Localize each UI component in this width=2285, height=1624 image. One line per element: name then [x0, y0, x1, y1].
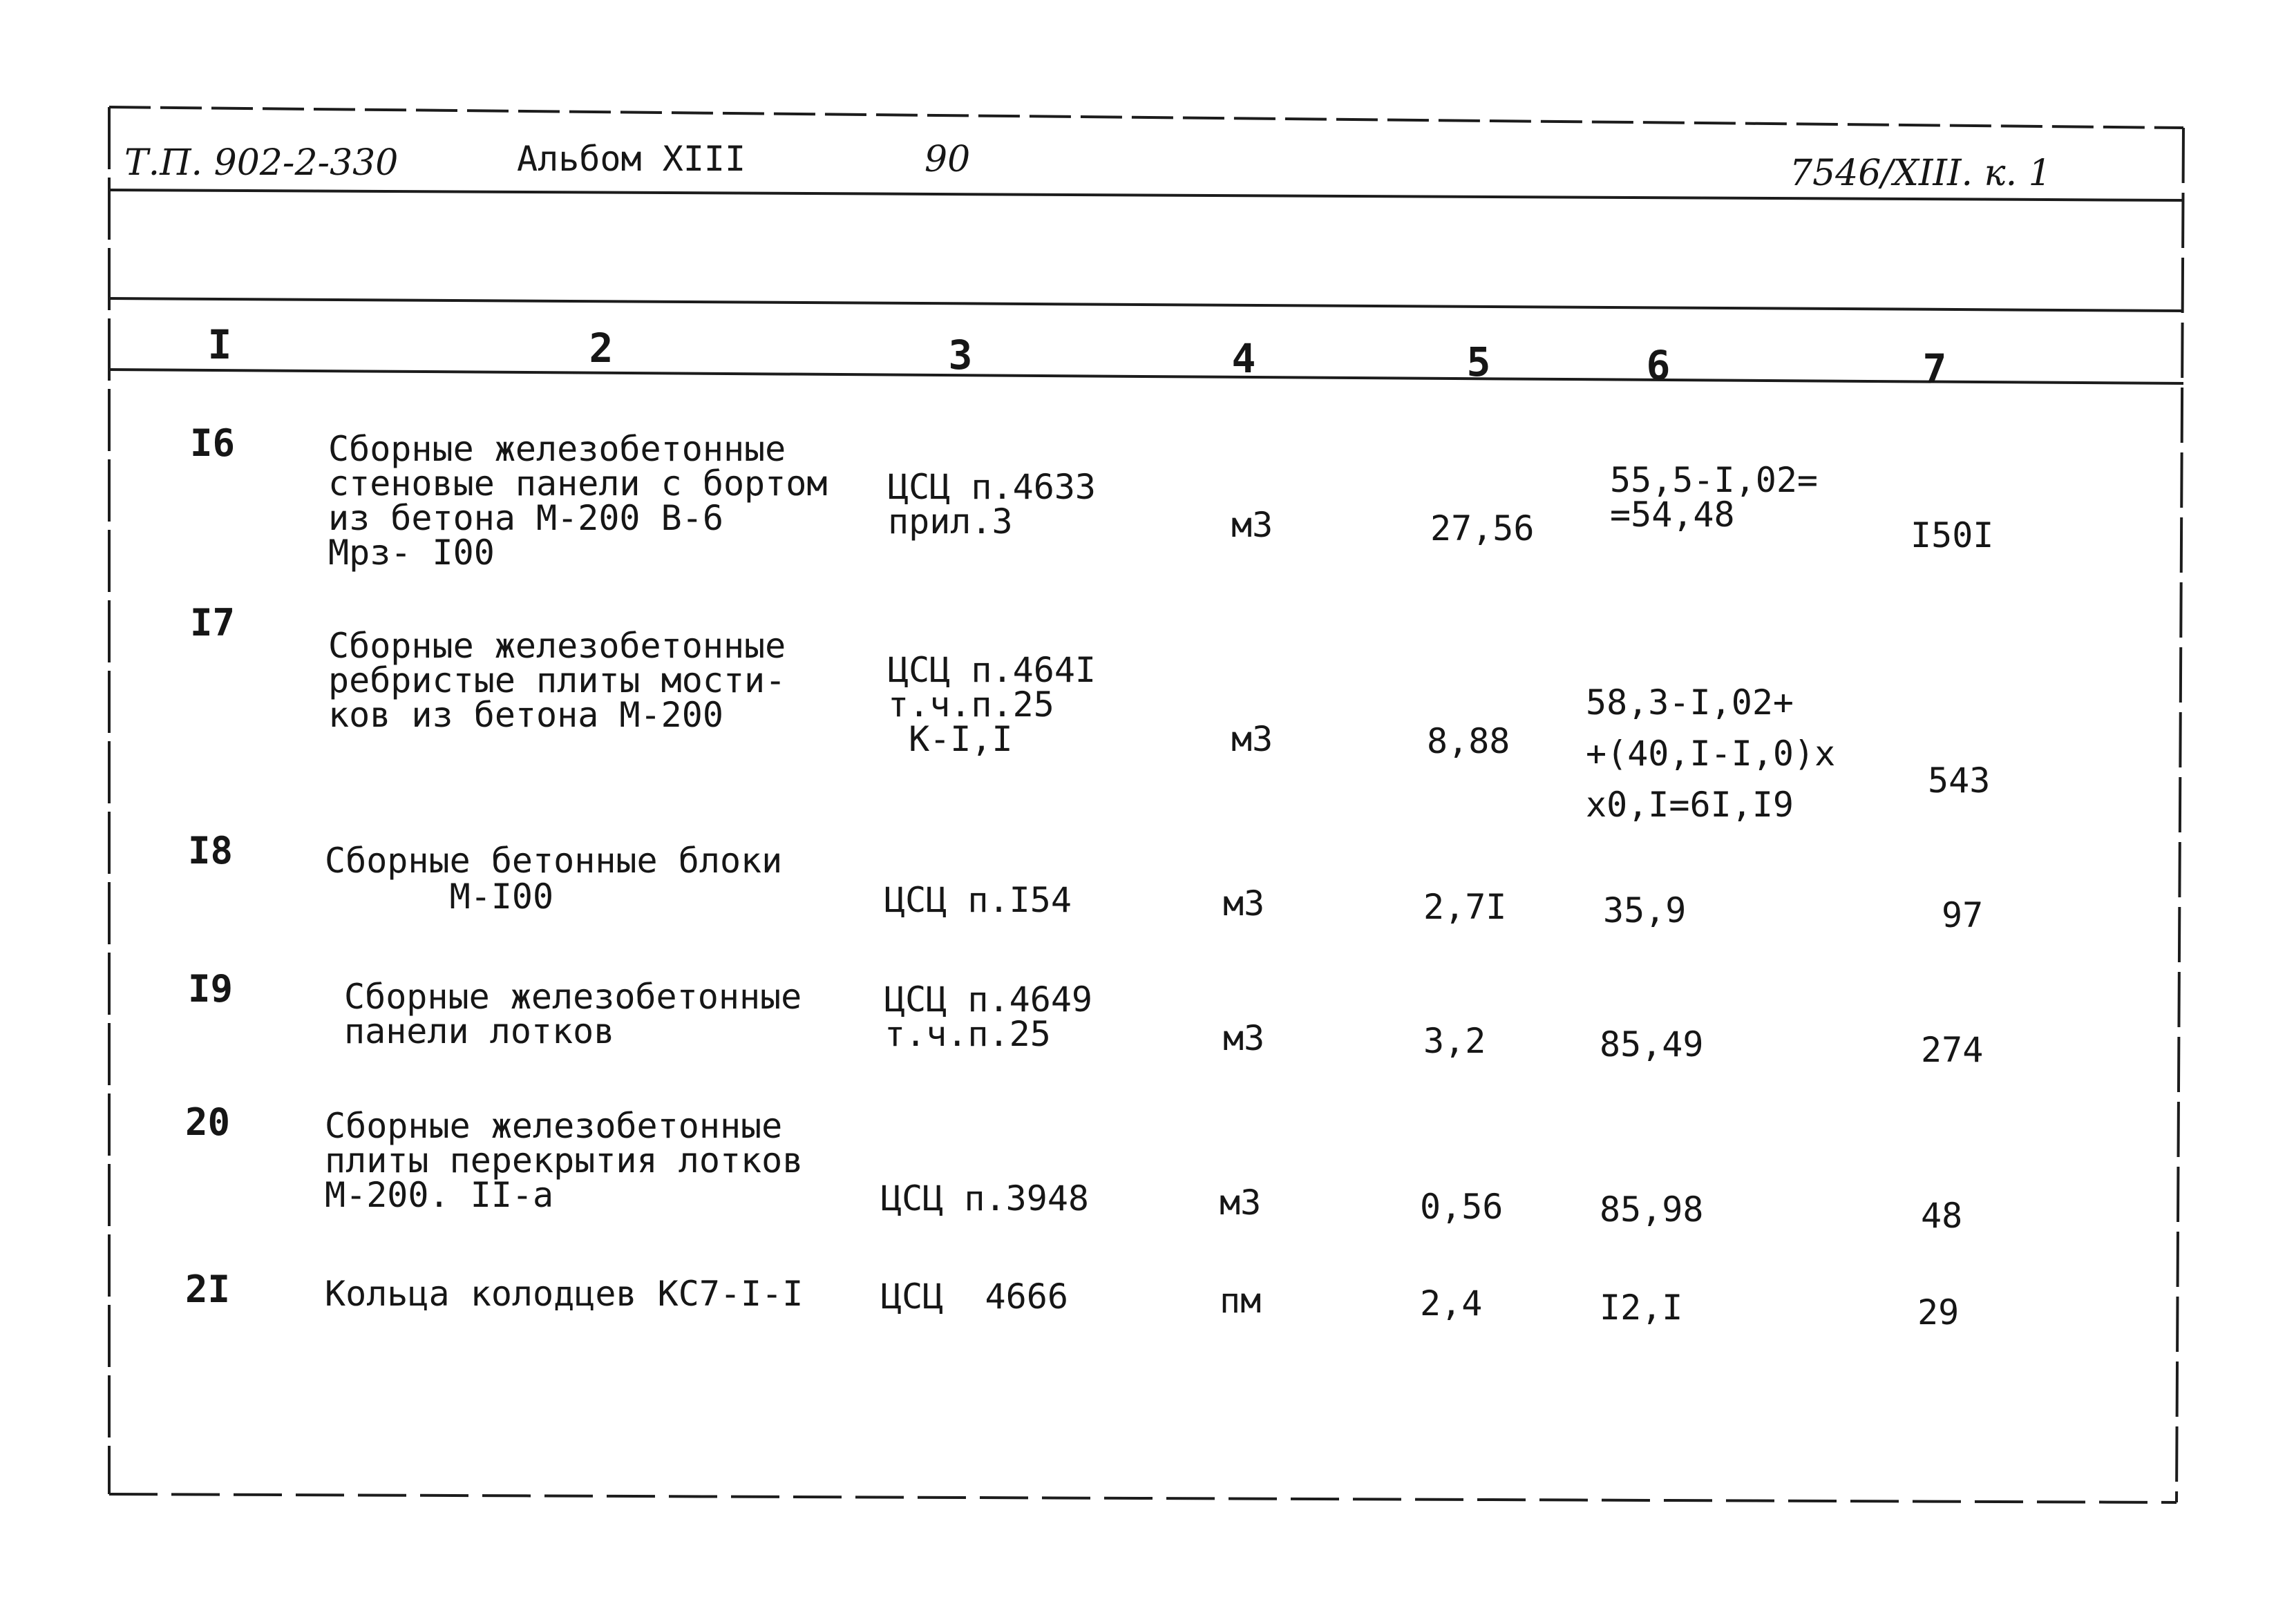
row-number: I6 — [190, 421, 236, 465]
row-quantity: 8,88 — [1427, 721, 1510, 761]
row-quantity: 2,7I — [1423, 887, 1507, 927]
row-description: Сборные железобетонные стеновые панели с бортом из бетона М-200 В-6 Мрз- I00 — [328, 429, 828, 573]
album-label: Альбом XIII — [517, 139, 746, 179]
row-unit: м3 — [1220, 1183, 1262, 1223]
row-description: Сборные железобетонные ребристые плиты мости- ков из бетона М-200 — [328, 626, 786, 735]
row-reference: ЦСЦ 4666 — [881, 1277, 1068, 1317]
row-reference: ЦСЦ п.4649 т.ч.п.25 — [884, 980, 1093, 1054]
column-header-6: 6 — [1646, 342, 1671, 389]
column-header-4: 4 — [1231, 335, 1256, 382]
column-header-1: I — [207, 321, 232, 368]
row-number: I8 — [188, 829, 234, 872]
column-header-3: 3 — [948, 332, 973, 379]
row-unit: пм — [1220, 1281, 1262, 1321]
column-header-7: 7 — [1922, 345, 1947, 392]
row-unit: м3 — [1231, 505, 1273, 545]
column-header-5: 5 — [1466, 338, 1491, 385]
row-reference: ЦСЦ п.4633 прил.3 — [888, 467, 1097, 542]
row-number: I7 — [190, 601, 236, 644]
row-price: 85,49 — [1600, 1024, 1704, 1064]
row-quantity: 0,56 — [1420, 1187, 1504, 1227]
row-total: 29 — [1917, 1292, 1960, 1332]
row-price: 55,5-I,02= =54,48 — [1610, 460, 1819, 535]
row-price: 35,9 — [1603, 890, 1687, 930]
row-description: Кольца колодцев КС7-I-I — [325, 1274, 804, 1314]
row-unit: м3 — [1223, 1018, 1265, 1058]
column-header-2: 2 — [589, 325, 614, 372]
row-total: I50I — [1911, 515, 1994, 555]
row-quantity: 2,4 — [1420, 1283, 1483, 1324]
row-price: I2,I — [1600, 1288, 1683, 1328]
row-total: 48 — [1921, 1196, 1963, 1236]
row-number: I9 — [188, 967, 234, 1011]
archive-number: 7546/XIII. к. 1 — [1790, 153, 2051, 194]
row-description: Сборные железобетонные плиты перекрытия лотков М-200. II-а — [325, 1106, 804, 1215]
row-price: 85,98 — [1600, 1190, 1704, 1230]
row-description: Сборные железобетонные панели лотков — [344, 977, 802, 1051]
page-number: 90 — [925, 139, 971, 180]
row-quantity: 3,2 — [1423, 1021, 1486, 1061]
row-reference: ЦСЦ п.464I т.ч.п.25 К-I,I — [888, 650, 1097, 759]
row-description: Сборные бетонные блоки М-I00 — [325, 841, 783, 917]
row-quantity: 27,56 — [1430, 508, 1535, 548]
row-total: 274 — [1921, 1030, 1984, 1070]
row-reference: ЦСЦ п.I54 — [884, 880, 1072, 920]
row-price: 58,3-I,02+ +(40,I-I,0)х х0,I=6I,I9 — [1586, 682, 1836, 825]
row-reference: ЦСЦ п.3948 — [881, 1178, 1090, 1219]
row-number: 2I — [185, 1268, 231, 1311]
row-number: 20 — [185, 1100, 231, 1144]
row-unit: м3 — [1231, 719, 1273, 759]
row-total: 97 — [1942, 895, 1984, 935]
row-unit: м3 — [1223, 883, 1265, 924]
row-total: 543 — [1928, 761, 1991, 801]
project-code: Т.П. 902-2-330 — [124, 142, 399, 184]
